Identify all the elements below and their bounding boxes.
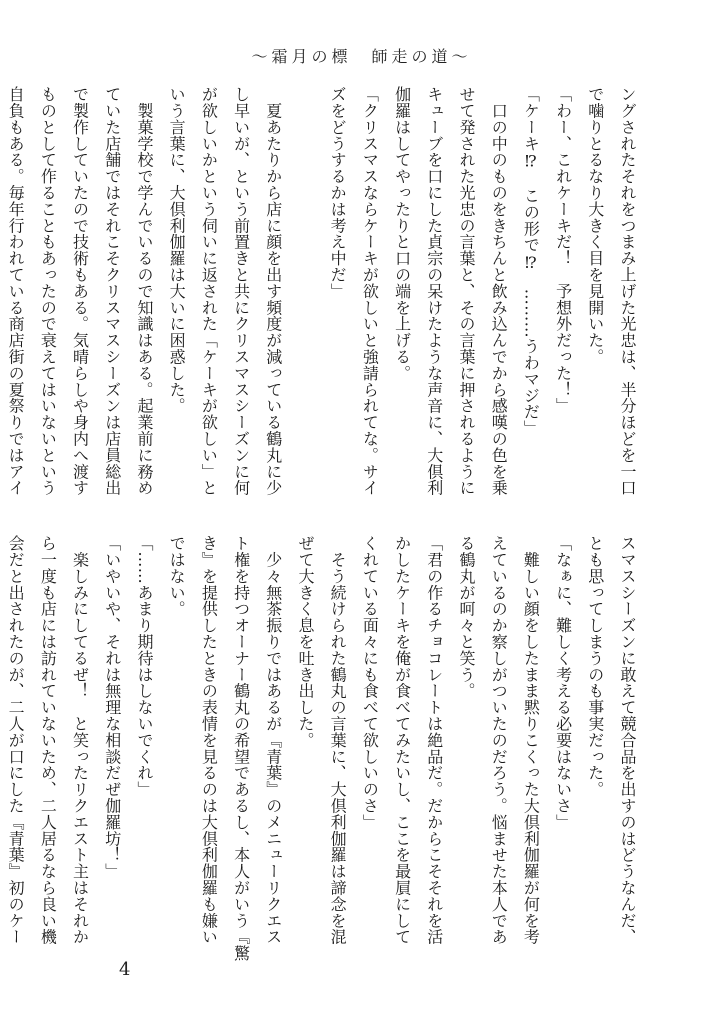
text-line: 口の中のものをきちんと飲み込んでから感嘆の色を乗 [489, 86, 509, 496]
text-line: 「わー、これケーキだ！ 予想外だった！」 [553, 86, 573, 414]
text-line: 夏あたりから店に顔を出す頻度が減っている鶴丸に少 [263, 86, 283, 496]
text-line: ものとして作ることもあったので衰えてはいないという [38, 86, 58, 496]
blank-line [289, 86, 321, 484]
text-line: とも思ってしまうのも事実だった。 [585, 535, 605, 798]
text-line: 「なぁに、難しく考える必要はないさ」 [553, 535, 573, 831]
text-line: 少々無茶振りではあるが『青葉』のメニューリクエス [263, 535, 283, 945]
text-line: せて発された光忠の言葉と、その言葉に押されるように [456, 86, 476, 496]
text-line: くれている面々にも食べて欲しいのさ」 [360, 535, 380, 831]
text-line: 「……あまり期待はしないでくれ」 [134, 535, 154, 798]
text-line: ぜて大きく息を吐き出した。 [295, 535, 315, 749]
text-line: ングされたそれをつまみ上げた光忠は、半分ほどを一口 [618, 86, 637, 496]
upper-text-block [6, 86, 643, 496]
text-line: 難しい顔をしたまま黙りこくった大倶利伽羅が何を考 [521, 535, 541, 945]
text-line: 「クリスマスならケーキが欲しいと強請られてな。サイ [360, 86, 380, 496]
text-line: 自負もある。毎年行われている商店街の夏祭りではアイ [6, 86, 26, 496]
text-line: ではない。 [167, 535, 187, 617]
text-line: で製作していたので技術もある。気晴らしや身内へ渡す [70, 86, 90, 496]
text-line: キューブを口にした貞宗の呆けたような声音に、大倶利 [424, 86, 444, 496]
text-line: 伽羅はしてやったりと口の端を上げる。 [392, 86, 412, 382]
text-line: ト権を持つオーナー鶴丸の希望であるし、本人がいう『驚 [231, 535, 251, 962]
text-line: で噛りとるなり大きく目を見開いた。 [585, 86, 605, 365]
text-line: し早いが、という前置きと共にクリスマスシーズンに何 [231, 86, 251, 496]
text-line: かしたケーキを俺が食べてみたいし、ここを最屓にして [392, 535, 412, 945]
text-line: 会だと出されたのが、二人が口にした『青葉』初のケー [6, 535, 26, 945]
text-line: スマスシーズンに敢えて競合品を出すのはどうなんだ、 [618, 535, 637, 945]
text-line: そう続けられた鶴丸の言葉に、大倶利伽羅は諦念を混 [328, 535, 348, 945]
text-line: ズをどうするかは考え中だ」 [328, 86, 348, 300]
text-line: き』を提供したときの表情を見るのは大倶利伽羅も嫌い [199, 535, 219, 945]
text-line: いう言葉に、大倶利伽羅は大いに困惑した。 [167, 86, 187, 414]
text-line: 製菓学校で学んでいるので知識はある。起業前に務め [134, 86, 154, 496]
text-line: が欲しいかという伺いに返された「ケーキが欲しい」と [199, 86, 219, 496]
text-line: ら一度も店には訪れていないため、二人居るなら良い機 [38, 535, 58, 945]
text-line: る鶴丸が呵々と笑う。 [456, 535, 476, 699]
lower-text-block [6, 535, 643, 962]
text-line: 「ケーキ⁉ この形で⁉ ………うわマジだ」 [521, 86, 541, 437]
text-line: 楽しみにしてるぜ！ と笑ったリクエスト主はそれか [70, 535, 90, 945]
page-number: 4 [119, 959, 131, 980]
text-line: 「君の作るチョコレートは絶品だ。だからこそそれを活 [424, 535, 444, 945]
text-line: えているのか察しがついたのだろう。悩ませた本人であ [489, 535, 509, 945]
text-line: ていた店舗ではそれこそクリスマスシーズンは店員総出 [102, 86, 122, 496]
text-line: 「いやいや、それは無理な相談だぜ伽羅坊！」 [102, 535, 122, 880]
running-header-title: 〜霜月の標 師走の道〜 [251, 47, 472, 66]
